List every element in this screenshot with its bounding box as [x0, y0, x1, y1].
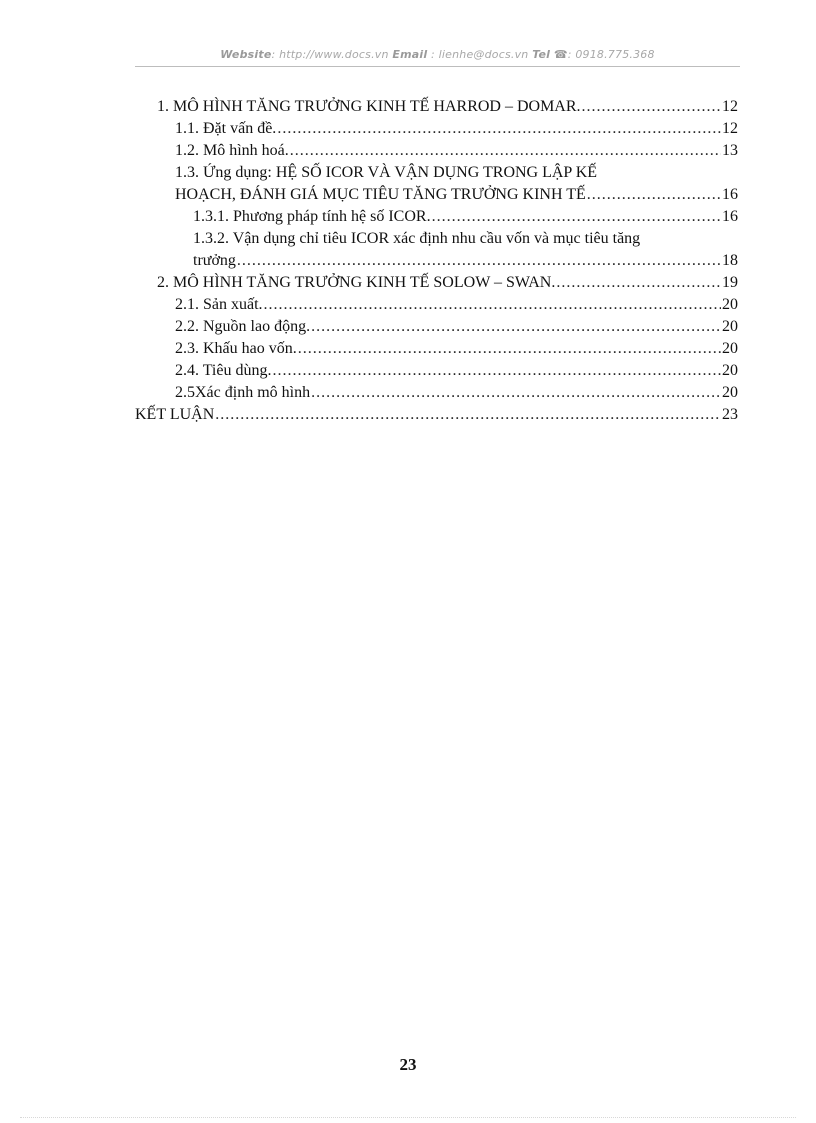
toc-entry-page: 20 — [722, 296, 738, 313]
toc-entry-page: 12 — [722, 98, 738, 115]
toc-entry-title: 1.1. Đặt vấn đề. — [175, 120, 277, 137]
toc-entry[interactable] — [135, 228, 738, 272]
toc-entry-page: 20 — [722, 318, 738, 335]
toc-entry-page: 16 — [722, 186, 738, 203]
toc-entry-title: 2. MÔ HÌNH TĂNG TRƯỞNG KINH TẾ SOLOW – SWAN. — [157, 274, 556, 291]
toc-entry-title-cont: HOẠCH, ĐÁNH GIÁ MỤC TIÊU TĂNG TRƯỞNG KINH TẾ — [175, 186, 586, 203]
toc-entry[interactable] — [135, 294, 738, 316]
email-label: Email — [392, 48, 428, 61]
toc-entry-page: 20 — [722, 340, 738, 357]
toc-entry-title: 1.3.2. Vận dụng chỉ tiêu ICOR xác định nhu cầu vốn và mục tiêu tăng — [193, 230, 641, 247]
page-number: 23 — [399, 1055, 417, 1074]
toc-entry[interactable] — [135, 404, 738, 426]
toc-entry[interactable] — [135, 162, 738, 206]
toc-entry-title: 2.5Xác định mô hình — [175, 384, 311, 401]
toc-leader-dots — [432, 206, 721, 228]
table-of-contents — [135, 96, 738, 426]
toc-entry-page: 18 — [722, 252, 738, 269]
toc-entry[interactable] — [135, 118, 738, 140]
toc-leader-dots — [587, 184, 721, 206]
toc-entry-page: 20 — [722, 384, 738, 401]
toc-entry-page: 12 — [722, 120, 738, 137]
page-header — [135, 48, 740, 61]
toc-leader-dots — [277, 118, 721, 140]
toc-entry[interactable] — [135, 338, 738, 360]
toc-entry-page: 16 — [722, 208, 738, 225]
phone-icon: ☎ — [553, 48, 568, 61]
toc-entry-title: 2.1. Sản xuất. — [175, 296, 263, 313]
toc-entry-title: 2.3. Khấu hao vốn. — [175, 340, 297, 357]
toc-entry-title: 2.4. Tiêu dùng. — [175, 362, 272, 379]
toc-leader-dots — [582, 96, 721, 118]
toc-entry-title-cont: trưởng — [193, 252, 236, 269]
toc-entry[interactable] — [135, 96, 738, 118]
toc-entry-title: 1. MÔ HÌNH TĂNG TRƯỞNG KINH TẾ HARROD – DOMAR. — [157, 98, 581, 115]
toc-entry[interactable] — [135, 140, 738, 162]
website-value: : http://www.docs.vn — [271, 48, 389, 61]
toc-entry-page: 20 — [722, 362, 738, 379]
toc-entry-page: 23 — [722, 406, 738, 423]
tel-value: : 0918.775.368 — [567, 48, 655, 61]
toc-leader-dots — [311, 382, 721, 404]
toc-entry-title: 1.2. Mô hình hoá. — [175, 142, 289, 159]
toc-leader-dots — [215, 404, 721, 426]
toc-entry-title: KẾT LUẬN — [135, 406, 215, 423]
toc-leader-dots — [264, 294, 721, 316]
toc-leader-dots — [298, 338, 721, 360]
toc-leader-dots — [556, 272, 721, 294]
toc-entry-page: 19 — [722, 274, 738, 291]
toc-entry[interactable] — [135, 382, 738, 404]
toc-leader-dots — [311, 316, 721, 338]
toc-leader-dots — [290, 140, 721, 162]
toc-entry-title: 1.3. Ứng dụng: HỆ SỐ ICOR VÀ VẬN DỤNG TRONG LẬP KẾ — [175, 164, 598, 181]
header-divider — [135, 66, 740, 67]
toc-leader-dots — [272, 360, 721, 382]
footer-divider — [20, 1117, 796, 1118]
toc-leader-dots — [237, 250, 721, 272]
toc-entry[interactable] — [135, 360, 738, 382]
toc-entry-title: 1.3.1. Phương pháp tính hệ số ICOR. — [193, 208, 431, 225]
toc-entry[interactable] — [135, 316, 738, 338]
toc-entry-title: 2.2. Nguồn lao động. — [175, 318, 311, 335]
website-label: Website — [220, 48, 272, 61]
email-value: : lienhe@docs.vn — [431, 48, 529, 61]
toc-entry[interactable] — [135, 272, 738, 294]
tel-label: Tel — [532, 48, 551, 61]
toc-entry[interactable] — [135, 206, 738, 228]
toc-entry-page: 13 — [722, 142, 738, 159]
